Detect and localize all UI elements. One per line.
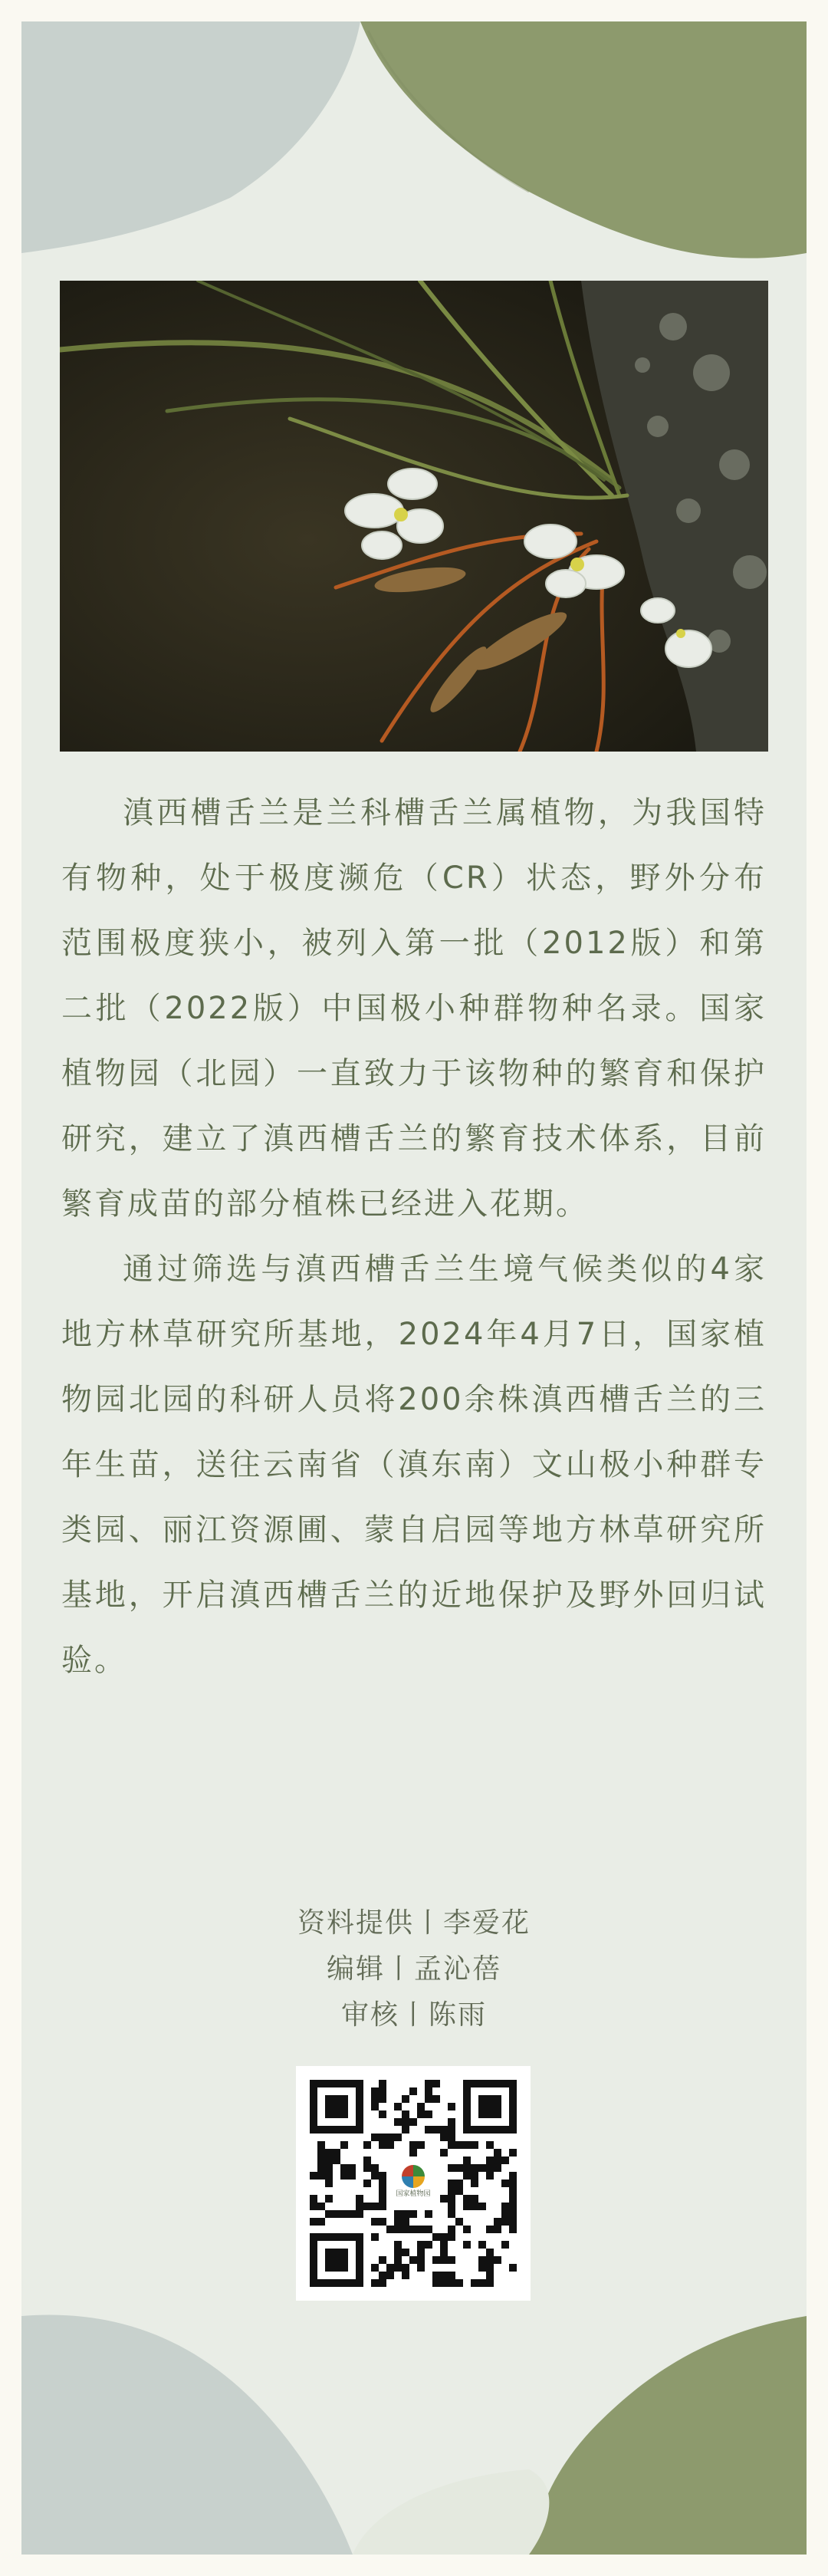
article-paragraph: 通过筛选与滇西槽舌兰生境气候类似的4家地方林草研究所基地，2024年4月7日，国家植物园北园的科研人员将200余株滇西槽舌兰的三年生苗，送往云南省（滇东南）文山极小种群专类园、丽江资源圃、蒙自启园等地方林草研究所基地，开启滇西槽舌兰的近地保护及野外回归试验。 (61, 1252, 767, 1678)
article-paragraph: 滇西槽舌兰是兰科槽舌兰属植物，为我国特有物种，处于极度濒危（CR）状态，野外分布范围极度狭小，被列入第一批（2012版）和第二批（2022版）中国极小种群物种名录。国家植物园（北园）一直致力于该物种的繁育和保护研究，建立了滇西槽舌兰的繁育技术体系，目前繁育成苗的部分植株已经进入花期。 (61, 795, 767, 1222)
credit-reviewer: 审核丨陈雨 (340, 1999, 487, 2031)
botanical-garden-logo-icon (402, 2165, 425, 2188)
qr-logo (390, 2160, 436, 2206)
credit-provider: 资料提供丨李爱花 (297, 1907, 531, 1939)
orchid-photo (60, 281, 768, 752)
credits (0, 1900, 828, 2038)
bottom-leaf-decoration (0, 2285, 828, 2576)
qr-logo-text: 国家植物园 (396, 2190, 431, 2198)
credit-editor: 编辑丨孟沁蓓 (326, 1953, 501, 1985)
article-body (61, 781, 767, 1693)
qr-code (296, 2066, 531, 2301)
